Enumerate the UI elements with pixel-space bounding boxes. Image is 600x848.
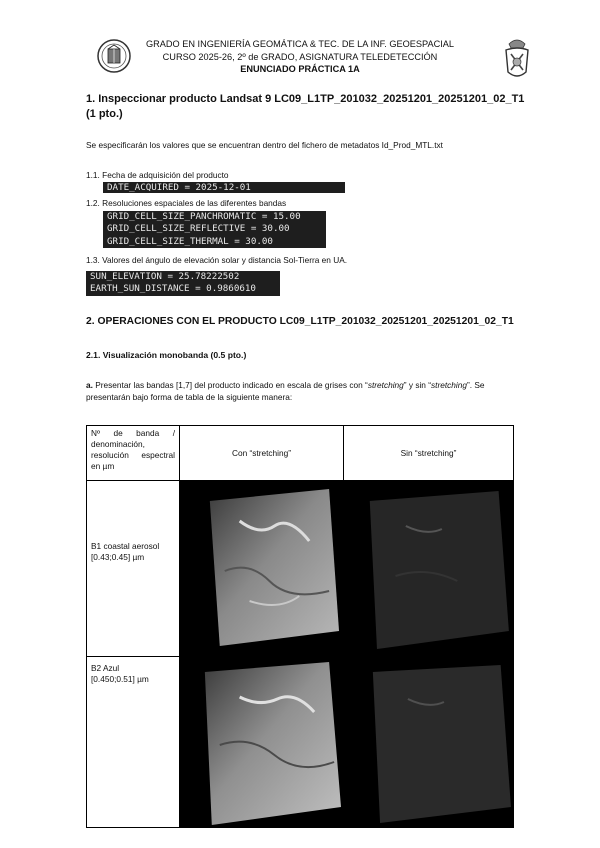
subsection-2-1 [86,350,246,360]
paragraph-a-text-3: ”. Se presentarán bajo forma de tabla de la siguiente manera: [86,380,485,402]
code-date-acquired: DATE_ACQUIRED = 2025-12-01 [103,182,345,193]
code-sun-elevation: SUN_ELEVATION = 25.78222502 [90,271,240,282]
item-1-2: 1.2. Resoluciones espaciales de las diferentes bandas [86,198,287,208]
b2-stretched-image [180,657,343,827]
paragraph-a-em-2: stretching [431,380,467,390]
paragraph-a-text-2: ” y sin “ [403,380,431,390]
header-assignment: ENUNCIADO PRÁCTICA 1A [240,64,360,74]
section1-intro: Se especificarán los valores que se encuentran dentro del fichero de metadatos Id_Prod_MTL.txt [86,140,443,150]
item-1-3: 1.3. Valores del ángulo de elevación solar y distancia Sol-Tierra en UA. [86,255,348,265]
table-row [87,657,514,828]
header-without-stretching: Sin “stretching” [344,426,514,481]
b2-raw-image [344,657,513,827]
header-band-name: Nº de banda / denominación, resolución espectral en µm [87,426,180,481]
image-raw-cell [344,481,514,657]
school-emblem-logo [496,36,538,82]
bands-table [86,425,514,828]
section1-title: 1. Inspeccionar producto Landsat 9 LC09_L1TP_201032_20251201_20251201_02_T1 [86,93,525,105]
band-range: [0.450;0.51] µm [91,674,149,684]
image-stretched-cell [180,657,344,828]
band-name: B1 coastal aerosol [91,541,160,551]
table-header-row [87,426,514,481]
university-crest-logo [96,36,132,76]
item-1-1: 1.1. Fecha de adquisición del producto [86,170,229,180]
header-degree: GRADO EN INGENIERÍA GEOMÁTICA & TEC. DE LA INF. GEOESPACIAL [145,39,455,49]
document-header [140,38,460,76]
band-label-cell [87,481,180,657]
section1-heading [86,92,526,122]
band-range: [0.43;0.45] µm [91,552,145,562]
subsection-2-1-title: Visualización monobanda (0.5 pto.) [102,350,247,360]
code-panchromatic: GRID_CELL_SIZE_PANCHROMATIC = 15.00 [107,211,301,222]
paragraph-a-label: a. [86,380,93,390]
code-earth-sun-distance: EARTH_SUN_DISTANCE = 0.9860610 [90,283,256,295]
code-grid-cell-sizes [103,211,326,248]
image-stretched-cell [180,481,344,657]
image-raw-cell [344,657,514,828]
paragraph-a [86,379,516,403]
section1-points: (1 pto.) [86,108,123,120]
band-label-cell [87,657,180,828]
b1-raw-image [344,481,513,656]
paragraph-a-text-1: Presentar las bandas [1,7] del producto indicado en escala de grises con “ [92,380,368,390]
section2-title: 2. OPERACIONES CON EL PRODUCTO LC09_L1TP_201032_20251201_20251201_02_T1 [86,316,514,327]
table-row [87,481,514,657]
band-name: B2 Azul [91,663,120,673]
b1-stretched-image [180,481,343,656]
code-reflective: GRID_CELL_SIZE_REFLECTIVE = 30.00 [107,223,290,235]
header-course: CURSO 2025-26, 2º de GRADO, ASIGNATURA TELEDETECCIÓN [162,51,438,62]
code-sun-values [86,271,280,296]
paragraph-a-em-1: stretching [367,380,404,390]
subsection-2-1-number: 2.1. [86,350,101,360]
header-with-stretching: Con “stretching” [180,426,344,481]
code-thermal: GRID_CELL_SIZE_THERMAL = 30.00 [107,235,273,247]
